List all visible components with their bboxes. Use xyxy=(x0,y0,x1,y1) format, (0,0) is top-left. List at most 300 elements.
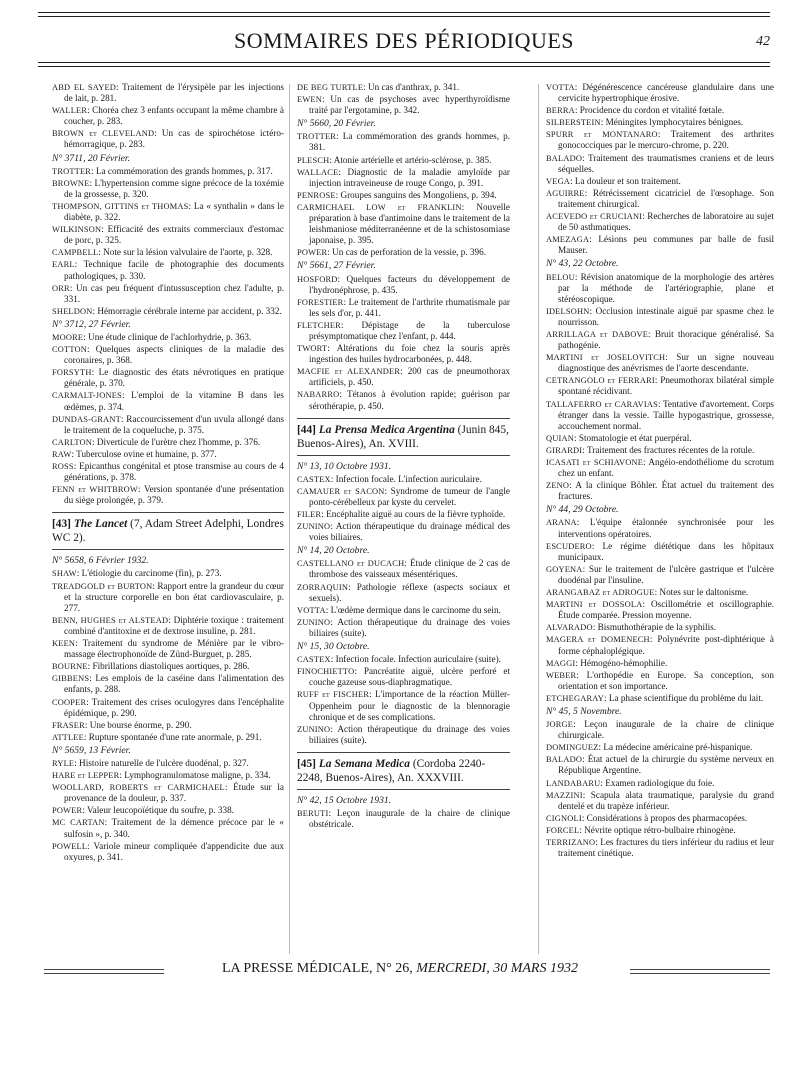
entry-text: : L'équipe étalonnée synchronisée pour les interventions opératoires. xyxy=(558,517,774,539)
entry-author: ICASATI et SCHIAVONE xyxy=(546,458,644,467)
entry-text: : Hémogéno-hémophilie. xyxy=(575,657,668,668)
entry-text: : Les emplois de la caséine dans l'alimentation des enfants, p. 288. xyxy=(64,673,284,695)
abstract-entry xyxy=(52,390,284,412)
abstract-entry xyxy=(297,521,510,543)
abstract-entry xyxy=(546,541,774,563)
abstract-entry xyxy=(297,474,510,485)
entry-text: : Étude sur la provenance de la douleur, p. 337. xyxy=(64,782,284,804)
abstract-entry xyxy=(52,247,284,258)
entry-text: : Dépistage de la tuberculose présymptomatique chez l'enfant, p. 444. xyxy=(309,319,510,341)
abstract-entry xyxy=(52,758,284,769)
abstract-entry xyxy=(546,82,774,104)
abstract-entry xyxy=(297,808,510,830)
entry-text: : Bruit thoracique généralisé. Sa pathogénie. xyxy=(558,328,774,351)
entry-author: FORSYTH xyxy=(52,368,92,378)
journal-heading xyxy=(297,418,510,456)
abstract-entry xyxy=(52,224,284,246)
abstract-entry xyxy=(546,445,774,456)
abstract-entry xyxy=(297,389,510,411)
entry-author: FORCEL xyxy=(546,825,580,835)
abstract-entry xyxy=(52,697,284,719)
entry-text: : Atonie artérielle et artério-sclérose, p. 385. xyxy=(329,154,492,165)
header-rule xyxy=(38,62,770,67)
entry-text: : Action thérapeutique du drainage médical des voies biliaires. xyxy=(309,521,510,543)
entry-text: : Tentative d'avortement. Corps étranger dans la vessie. Taille hypogastrique, grossesse, accouchement normal. xyxy=(558,398,774,431)
entry-author: VOTTA xyxy=(546,83,575,92)
entry-author: PENROSE xyxy=(297,190,336,200)
abstract-entry xyxy=(297,366,510,388)
abstract-entry xyxy=(52,414,284,436)
abstract-entry xyxy=(546,105,774,116)
entry-author: CASTELLANO et DUCACH xyxy=(297,559,405,569)
entry-text: : L'œdème dermique dans le carcinome du sein. xyxy=(325,604,501,615)
entry-author: TALLAFERRO et CARAVIAS xyxy=(546,399,658,409)
entry-text: : La phase scientifique du problème du lait. xyxy=(604,692,764,703)
entry-author: TWORT xyxy=(297,344,328,354)
abstract-entry xyxy=(297,666,510,688)
journal-address: (Cordoba 2240-2248, Buenos-Aires), An. XXXVIII. xyxy=(297,757,486,784)
entry-author: BALADO xyxy=(546,153,583,163)
entry-text: : Hémorragie cérébrale interne par accident, p. 332. xyxy=(92,305,282,316)
entry-text: : Valeur leucopoïétique du soufre, p. 338. xyxy=(82,805,234,816)
entry-text: : Traitement de l'érysipèle par les injections de lait, p. 281. xyxy=(64,82,284,104)
entry-text: : Méningites lymphocytaires bénignes. xyxy=(600,117,744,128)
entry-text: : Altérations du foie chez la souris après ingestion des huiles hydrocarbonées, p. 448. xyxy=(309,343,510,365)
issue-heading: N° 3712, 27 Février. xyxy=(52,318,131,330)
abstract-entry xyxy=(52,367,284,389)
entry-author: ETCHEGARAY xyxy=(546,693,604,703)
entry-author: FRASER xyxy=(52,720,85,730)
entry-text: : Choréa chez 3 enfants occupant la même chambre à coucher, p. 283. xyxy=(64,105,284,127)
entry-author: ORR xyxy=(52,283,70,293)
abstract-entry xyxy=(52,306,284,317)
entry-text: : L'importance de la réaction Müller-Oppenheim pour le diagnostic de la blennoragie chronique et de ses complications. xyxy=(309,689,510,722)
entry-author: CETRANGOLO et FERRARI xyxy=(546,376,655,386)
abstract-entry xyxy=(52,720,284,731)
abstract-entry xyxy=(546,117,774,128)
entry-text: : L'étiologie du carcinome (fin), p. 273. xyxy=(76,568,222,579)
abstract-entry xyxy=(546,599,774,621)
entry-text: : La commémoration des grands hommes, p. 317. xyxy=(91,165,273,176)
footer-day: MERCREDI, xyxy=(416,961,490,976)
abstract-entry xyxy=(546,742,774,753)
entry-text: : Bismuthothérapie de la syphilis. xyxy=(592,622,717,633)
issue-heading: N° 14, 20 Octobre. xyxy=(297,545,370,557)
journal-heading xyxy=(52,512,284,550)
entry-text: : Rapport entre la grandeur du cœur et la structure corporelle en bon état cardiovasculaire, p. 277. xyxy=(64,580,284,613)
abstract-entry xyxy=(297,155,510,166)
entry-author: BERUTI xyxy=(297,808,329,818)
entry-author: ZENO xyxy=(546,481,570,491)
abstract-entry xyxy=(546,658,774,669)
entry-text: : Traitement des arthrites gonococciques par le mercuro-chrome, p. 220. xyxy=(558,129,774,151)
entry-author: ALVARADO xyxy=(546,623,593,633)
abstract-entry xyxy=(297,202,510,246)
entry-author: SILBERSTEIN xyxy=(546,118,601,128)
entry-text: : Une étude clinique de l'achlorhydrie, p. 363. xyxy=(83,331,252,342)
entry-author: CARMALT-JONES xyxy=(52,391,122,401)
entry-text: : Occlusion intestinale aiguë par spasme chez le nourrisson. xyxy=(558,305,774,327)
entry-text: : Version spontanée d'une présentation du siège prolongée, p. 379. xyxy=(64,484,284,506)
entry-text: : Leçon inaugurale de la chaire de clinique chirurgicale. xyxy=(558,719,774,741)
entry-author: ATTLEE xyxy=(52,732,84,742)
entry-text: : Traitement des crises oculogyres dans l'encéphalite épidémique, p. 290. xyxy=(64,696,284,718)
entry-text: : Sur le traitement de l'ulcère gastrique et l'ulcère duodénal par l'insuline. xyxy=(558,563,774,585)
entry-author: MAGGI xyxy=(546,658,576,668)
abstract-entry xyxy=(546,272,774,305)
entry-author: CIGNOLI xyxy=(546,813,582,823)
entry-author: BROWNE xyxy=(52,178,90,188)
footer-rule xyxy=(44,969,164,974)
entry-author: ESCUDERO xyxy=(546,541,592,551)
entry-text: : La commémoration des grands hommes, p. 381. xyxy=(309,131,510,153)
entry-author: GOYENA xyxy=(546,564,583,574)
abstract-entry xyxy=(297,167,510,189)
entry-text: : L'emploi de la vitamine B dans les œdèmes, p. 374. xyxy=(64,390,284,412)
entry-text: : Diphtérie toxique : traitement combiné d'antitoxine et de dextrose insuline, p. 281. xyxy=(64,614,284,636)
abstract-entry xyxy=(297,654,510,665)
entry-author: JORGE xyxy=(546,720,574,730)
entry-author: BROWN et CLEVELAND xyxy=(52,129,155,139)
entry-text: : La médecine américaine pré-hispanique. xyxy=(598,742,753,753)
entry-author: WEBER xyxy=(546,670,577,680)
abstract-entry xyxy=(52,201,284,223)
abstract-entry xyxy=(546,457,774,479)
column-middle xyxy=(297,82,510,831)
entry-author: CAMAUER et SACON xyxy=(297,486,385,496)
abstract-entry xyxy=(297,605,510,616)
abstract-entry xyxy=(546,790,774,812)
entry-author: ZUNINO xyxy=(297,522,331,532)
entry-text: : Leçon inaugurale de la chaire de clinique obstétricale. xyxy=(309,807,510,830)
entry-text: : Diverticule de l'urètre chez l'homme, p. 376. xyxy=(92,436,261,447)
entry-author: BALADO xyxy=(546,755,583,765)
entry-text: : Névrite optique rétro-bulbaire rhinogène. xyxy=(579,824,736,835)
entry-author: MOORE xyxy=(52,332,84,342)
page-title: SOMMAIRES DES PÉRIODIQUES xyxy=(233,28,575,53)
journal-address: (Junin 845, Buenos-Aires), An. XVIII. xyxy=(297,423,509,450)
entry-author: ABD EL SAYED xyxy=(52,83,117,92)
journal-number: [44] xyxy=(297,423,316,436)
entry-text: : Sur un signe nouveau diagnostique des anévrismes de l'aorte descendante. xyxy=(558,352,774,374)
entry-author: GIBBENS xyxy=(52,674,90,684)
abstract-entry xyxy=(546,176,774,187)
footer-date: 30 MARS 1932 xyxy=(493,961,578,976)
entry-author: MACFIE et ALEXANDER xyxy=(297,367,401,377)
entry-author: ARANA xyxy=(546,518,577,528)
journal-title: La Prensa Medica Argentina xyxy=(318,423,455,436)
issue-heading: N° 13, 10 Octobre 1931. xyxy=(297,460,392,472)
abstract-entry xyxy=(52,283,284,305)
entry-text: : Étude clinique de 2 cas de thrombose des vaisseaux mésentériques. xyxy=(309,558,510,580)
entry-author: TERRIZANO xyxy=(546,838,596,847)
abstract-entry xyxy=(52,484,284,506)
entry-text: : Lymphogranulomatose maligne, p. 334. xyxy=(119,770,271,781)
entry-author: NABARRO xyxy=(297,390,340,400)
entry-author: BOURNE xyxy=(52,662,88,672)
abstract-entry xyxy=(52,673,284,695)
abstract-entry xyxy=(297,509,510,520)
abstract-entry xyxy=(52,817,284,839)
entry-author: ARANGABAZ et ADROGUE xyxy=(546,588,655,598)
abstract-entry xyxy=(52,128,284,150)
issue-heading: N° 3711, 20 Février. xyxy=(52,152,130,164)
abstract-entry xyxy=(546,719,774,741)
abstract-entry xyxy=(546,211,774,233)
entry-text: : Scapula alata traumatique, paralysie du grand dentelé et du trapèze inférieur. xyxy=(558,789,774,811)
entry-author: DE BEG TURTLE xyxy=(297,83,364,92)
abstract-entry xyxy=(297,582,510,604)
abstract-entry xyxy=(546,480,774,502)
entry-author: TROTTER xyxy=(297,132,337,142)
page-header xyxy=(38,28,770,58)
entry-author: POWER xyxy=(297,248,328,258)
entry-author: THOMPSON, GITTINS et THOMAS xyxy=(52,201,189,211)
abstract-entry xyxy=(546,234,774,256)
entry-text: : Considérations à propos des pharmacopées. xyxy=(581,812,748,823)
entry-text: : La « synthalin » dans le diabète, p. 322. xyxy=(64,200,284,223)
entry-text: : Recherches de laboratoire au sujet de 50 asthmatiques. xyxy=(558,211,774,233)
issue-heading: N° 15, 30 Octobre. xyxy=(297,641,370,653)
entry-text: : A la clinique Böhler. État actuel du traitement des fractures. xyxy=(558,480,774,502)
abstract-entry xyxy=(52,782,284,804)
abstract-entry xyxy=(297,190,510,201)
entry-text: : Angéio-endothéliome du scrotum chez un enfant. xyxy=(558,457,774,479)
entry-author: PLESCH xyxy=(297,155,330,165)
entry-text: : Lésions peu communes par balle de fusil Mauser. xyxy=(558,234,774,256)
abstract-entry xyxy=(546,670,774,692)
abstract-entry xyxy=(52,82,284,104)
entry-text: : Fibrillations diastoliques aortiques, p. 286. xyxy=(87,661,250,672)
entry-text: : Le traitement de l'arthrite rhumatismale par les sels d'or, p. 441. xyxy=(309,296,510,318)
footer-rule xyxy=(630,969,770,974)
entry-author: CARMICHAEL LOW et FRANKLIN xyxy=(297,202,462,212)
abstract-entry xyxy=(52,568,284,579)
abstract-entry xyxy=(297,724,510,746)
journal-title: The Lancet xyxy=(73,518,128,531)
entry-text: : Encéphalite aiguë au cours de la fièvre typhoïde. xyxy=(321,509,506,519)
abstract-entry xyxy=(546,352,774,374)
entry-author: KEEN xyxy=(52,639,76,649)
entry-author: VOTTA xyxy=(297,605,326,615)
entry-text: : Traitement du syndrome de Ménière par le vibro-massage électrophonoïde de Zünd-Burguet, p. 285. xyxy=(64,638,284,660)
entry-text: : Les fractures du tiers inférieur du radius et leur traitement cinétique. xyxy=(558,837,774,859)
entry-text: : Rupture spontanée d'une rate anormale, p. 291. xyxy=(83,731,262,742)
entry-author: MAGERA et DOMENECH xyxy=(546,635,650,645)
entry-author: EWEN xyxy=(297,95,322,105)
abstract-entry xyxy=(52,805,284,816)
entry-author: FLETCHER xyxy=(297,320,341,330)
entry-text: : Tétanos à évolution rapide; guérison par sérothérapie, p. 450. xyxy=(309,389,510,411)
abstract-entry xyxy=(52,770,284,781)
entry-text: : Quelques facteurs du développement de l'hydronéphrose, p. 435. xyxy=(309,273,510,295)
issue-heading: N° 45, 5 Novembre. xyxy=(546,705,622,717)
entry-text: : 200 cas de pneumothorax artificiels, p. 450. xyxy=(309,366,510,388)
abstract-entry xyxy=(52,449,284,460)
abstract-entry xyxy=(546,564,774,586)
entry-author: FINOCHIETTO xyxy=(297,667,355,677)
entry-author: HOSFORD xyxy=(297,274,338,284)
entry-text: : Le diagnostic des états névrotiques en pratique générale, p. 370. xyxy=(64,367,284,389)
entry-author: CAMPBELL xyxy=(52,248,99,258)
entry-text: : Infection focale. Infection auriculaire (suite). xyxy=(330,654,501,665)
abstract-entry xyxy=(297,274,510,296)
journal-number: [43] xyxy=(52,518,71,531)
abstract-entry xyxy=(546,837,774,859)
entry-text: : Procidence du cordon et vitalité fœtale. xyxy=(574,105,725,116)
entry-text: : Rétrécissement cicatriciel de l'œsophage. Son traitement chirurgical. xyxy=(558,187,774,209)
entry-text: : Histoire naturelle de l'ulcère duodénal, p. 327. xyxy=(74,757,249,768)
entry-author: LANDABARU xyxy=(546,778,601,788)
abstract-entry xyxy=(297,343,510,365)
entry-text: : Notes sur le daltonisme. xyxy=(654,587,749,598)
entry-text: : Un cas de psychoses avec hyperthyroïdisme traité par l'ergotamine, p. 342. xyxy=(309,94,510,116)
footer-journal: LA PRESSE MÉDICALE, N° 26, xyxy=(222,961,413,976)
entry-author: IDELSOHN xyxy=(546,306,590,316)
abstract-entry xyxy=(297,689,510,722)
entry-author: SPURR et MONTANARO xyxy=(546,130,658,140)
journal-title: La Semana Medica xyxy=(318,757,410,770)
abstract-entry xyxy=(52,638,284,660)
abstract-entry xyxy=(546,375,774,397)
entry-text: : Traitement des traumatismes craniens et de leurs séquelles. xyxy=(558,152,774,174)
abstract-entry xyxy=(52,166,284,177)
abstract-entry xyxy=(52,661,284,672)
abstract-entry xyxy=(297,94,510,116)
abstract-entry xyxy=(297,247,510,258)
abstract-entry xyxy=(52,732,284,743)
entry-text: : Traitement de la démence précoce par le « sulfosin », p. 340. xyxy=(64,817,284,839)
journal-address: (7, Adam Street Adelphi, Londres WC 2). xyxy=(52,518,284,545)
entry-author: BERRA xyxy=(546,106,575,116)
issue-heading: N° 42, 15 Octobre 1931. xyxy=(297,794,392,806)
entry-text: : Diagnostic de la maladie amyloïde par injection intraveineuse de rouge Congo, p. 391. xyxy=(309,166,510,188)
journal-number: [45] xyxy=(297,757,316,770)
entry-text: : L'hypertension comme signe précoce de la toxémie de la grossesse, p. 320. xyxy=(64,177,284,199)
entry-text: : La douleur et son traitement. xyxy=(570,175,681,186)
entry-text: : Un cas de spirochétose ictéro-hémorragique, p. 283. xyxy=(64,128,284,150)
abstract-entry xyxy=(546,329,774,351)
entry-author: CASTEX xyxy=(297,655,331,665)
abstract-entry xyxy=(52,437,284,448)
entry-author: BELOU xyxy=(546,272,575,282)
entry-text: : Un cas d'anthrax, p. 341. xyxy=(363,82,460,92)
abstract-entry xyxy=(546,587,774,598)
abstract-entry xyxy=(297,131,510,153)
entry-text: : Groupes sanguins des Mongoliens, p. 394. xyxy=(335,189,497,200)
entry-text: : Raccourcissement d'un uvula allongé dans le traitement de la coqueluche, p. 375. xyxy=(64,413,284,435)
abstract-entry xyxy=(546,622,774,633)
page-footer xyxy=(160,961,640,977)
entry-author: DUNDAS-GRANT xyxy=(52,414,121,424)
abstract-entry xyxy=(52,344,284,366)
entry-author: COTTON xyxy=(52,345,88,355)
entry-author: RYLE xyxy=(52,758,75,768)
issue-heading: N° 5660, 20 Février. xyxy=(297,118,376,130)
abstract-entry xyxy=(546,433,774,444)
entry-text: : État actuel de la chirurgie du système nerveux en République Argentine. xyxy=(558,754,774,776)
abstract-entry xyxy=(297,558,510,580)
abstract-entry xyxy=(546,129,774,151)
entry-author: RAW xyxy=(52,449,72,459)
entry-author: WOOLLARD, ROBERTS et CARMICHAEL xyxy=(52,783,225,793)
entry-author: HARE et LEPPER xyxy=(52,771,120,781)
entry-text: : L'orthopédie en Europe. Sa conception, son orientation et son importance. xyxy=(558,669,774,691)
entry-text: : Variole mineur compliquée d'appendicite due aux oxyures, p. 341. xyxy=(64,840,284,862)
journal-heading xyxy=(297,752,510,790)
entry-author: ZORRAQUIN xyxy=(297,582,349,592)
abstract-entry xyxy=(546,153,774,175)
entry-text: : Epicanthus congénital et ptose transmise au cours de 4 générations, p. 378. xyxy=(64,461,284,483)
entry-text: : Stomatologie et état puerpéral. xyxy=(573,432,692,443)
abstract-entry xyxy=(546,778,774,789)
entry-author: MAZZINI xyxy=(546,790,583,800)
entry-text: : Polynévrite post-diphtérique à forme céphaloplégique. xyxy=(558,634,774,656)
abstract-entry xyxy=(546,188,774,210)
abstract-entry xyxy=(297,297,510,319)
entry-text: : Oscillométrie et oscillographie. Étude comparée. Pression moyenne. xyxy=(558,599,774,621)
entry-text: : Syndrome de tumeur de l'angle ponto-cérébelleux par kyste du cervelet. xyxy=(309,485,510,507)
abstract-entry xyxy=(297,320,510,342)
abstract-entry xyxy=(546,813,774,824)
abstract-entry xyxy=(297,486,510,508)
entry-author: SHAW xyxy=(52,569,77,579)
abstract-entry xyxy=(52,259,284,281)
top-rule xyxy=(38,12,770,17)
entry-author: TREADGOLD et BURTON xyxy=(52,581,153,591)
entry-author: WALLER xyxy=(52,106,88,116)
entry-text: : Technique facile de photographie des documents pathologiques, p. 330. xyxy=(64,259,284,281)
entry-text: : Examen radiologique du foie. xyxy=(600,777,715,788)
entry-text: : Pneumothorax bilatéral simple spontané récidivant. xyxy=(558,375,774,397)
entry-text: : Infection focale. L'infection auriculaire. xyxy=(330,473,482,484)
entry-text: : Action thérapeutique du drainage des voies biliaires (suite). xyxy=(309,723,510,745)
entry-author: EARL xyxy=(52,260,75,270)
abstract-entry xyxy=(546,399,774,432)
entry-text: : Une bourse énorme, p. 290. xyxy=(84,719,192,730)
entry-text: : Traitement des fractures récentes de la rotule. xyxy=(582,444,755,455)
entry-text: : Le régime diététique dans les hôpitaux municipaux. xyxy=(558,540,774,562)
abstract-entry xyxy=(52,332,284,343)
abstract-entry xyxy=(52,461,284,483)
column-divider xyxy=(538,84,539,954)
entry-author: AGUIRRE xyxy=(546,188,585,198)
abstract-entry xyxy=(546,754,774,776)
entry-author: POWELL xyxy=(52,841,88,851)
issue-heading: N° 44, 29 Octobre. xyxy=(546,504,619,516)
entry-text: : Dégénérescence cancéreuse glandulaire dans une cervicite hypertrophique érosive. xyxy=(558,82,774,104)
abstract-entry xyxy=(546,517,774,539)
entry-text: : Quelques aspects cliniques de la maladie des coronaires, p. 368. xyxy=(64,344,284,366)
entry-author: QUIAN xyxy=(546,433,574,443)
column-right xyxy=(546,82,774,860)
column-divider xyxy=(289,84,290,954)
entry-author: GIRARDI xyxy=(546,445,583,455)
entry-author: WALLACE xyxy=(297,167,339,177)
abstract-entry xyxy=(546,634,774,656)
abstract-entry xyxy=(546,825,774,836)
entry-author: CASTEX xyxy=(297,474,331,484)
entry-text: : Efficacité des extraits commerciaux d'estomac de porc, p. 325. xyxy=(64,224,284,246)
entry-author: COOPER xyxy=(52,697,87,707)
entry-author: TROTTER xyxy=(52,166,92,176)
entry-text: : Révision anatomique de la morphologie des artères par la méthode de l'artériographie, plane et stéréoscopique. xyxy=(558,271,774,304)
entry-author: MARTINI et JOSELOVITCH xyxy=(546,353,666,363)
entry-author: FENN et WHITBROW xyxy=(52,485,139,495)
entry-text: : Tuberculose ovine et humaine, p. 377. xyxy=(71,448,217,459)
entry-author: SHELDON xyxy=(52,306,93,316)
entry-author: ARRILLAGA et DABOVE xyxy=(546,329,649,339)
